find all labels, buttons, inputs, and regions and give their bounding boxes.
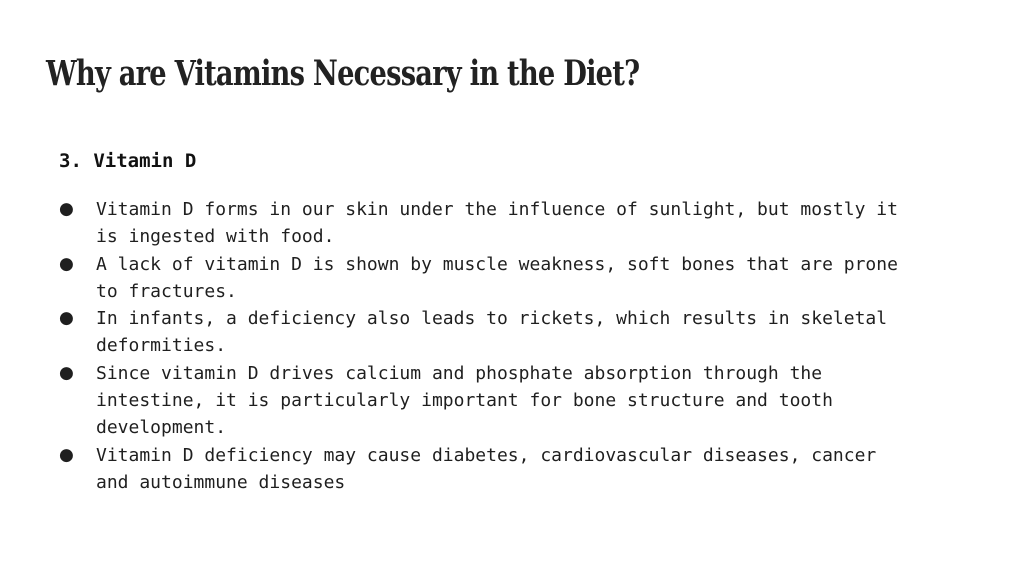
bullet-icon: ●	[59, 199, 74, 219]
bullet-text-line: development.	[96, 417, 227, 439]
bullet-item-3	[59, 305, 989, 360]
bullet-text-line: A lack of vitamin D is shown by muscle weakness, soft bones that are prone	[96, 253, 898, 275]
bullet-item-1	[59, 196, 989, 251]
bullet-text-line: and autoimmune diseases	[96, 471, 346, 493]
bullet-icon: ●	[59, 444, 74, 465]
bullet-list	[59, 196, 989, 496]
bullet-text-line: Vitamin D forms in our skin under the influence of sunlight, but mostly it	[96, 199, 898, 220]
slide-title: Why are Vitamins Necessary in the Diet?	[46, 53, 640, 94]
bullet-text-line: deformities.	[96, 335, 227, 357]
section-heading: 3. Vitamin D	[59, 150, 197, 172]
bullet-text-line: Vitamin D deficiency may cause diabetes, cardiovascular diseases, cancer	[96, 444, 877, 466]
bullet-item-5	[59, 442, 989, 497]
bullet-text-line: is ingested with food.	[96, 226, 335, 248]
bullet-text-line: to fractures.	[96, 280, 237, 302]
bullet-icon: ●	[59, 308, 74, 329]
bullet-icon: ●	[59, 253, 74, 274]
bullet-icon: ●	[59, 362, 74, 383]
bullet-item-4	[59, 360, 989, 442]
bullet-text-line: Since vitamin D drives calcium and phosphate absorption through the	[96, 362, 823, 384]
bullet-text-line: intestine, it is particularly important for bone structure and tooth	[96, 390, 833, 412]
bullet-text-line: In infants, a deficiency also leads to rickets, which results in skeletal	[96, 308, 888, 330]
bullet-item-2	[59, 251, 989, 306]
